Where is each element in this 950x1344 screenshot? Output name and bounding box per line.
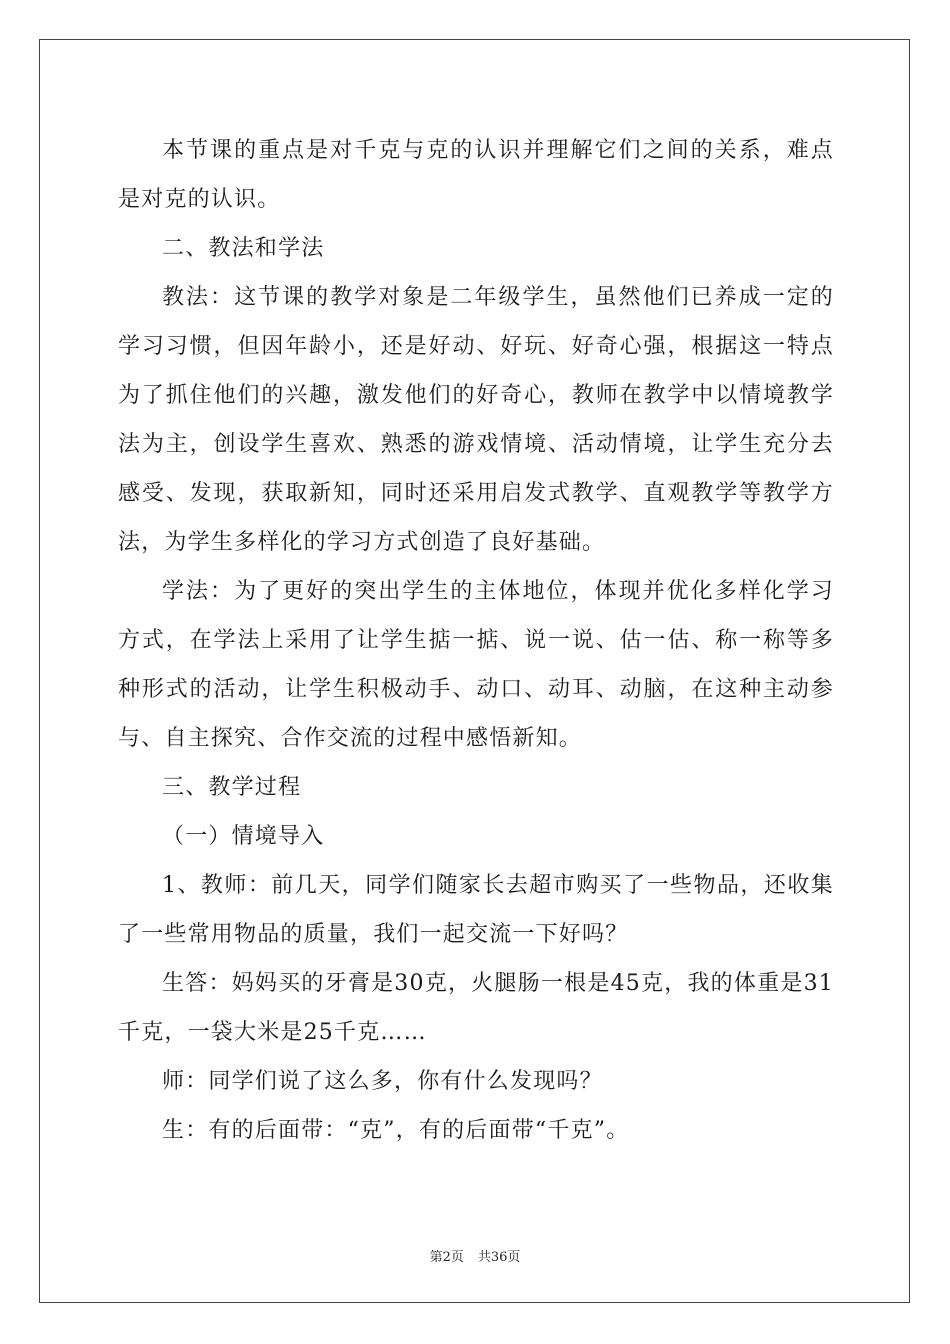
page-footer [0, 1246, 950, 1265]
paragraph-key-points: 本节课的重点是对千克与克的认识并理解它们之间的关系，难点是对克的认识。 [118, 138, 834, 212]
page-number: 第2页 [429, 1250, 464, 1265]
paragraph-student-answer: 生答：妈妈买的牙膏是30克，火腿肠一根是45克，我的体重是31千克，一袋大米是25千克…… [118, 971, 834, 1045]
paragraph-teacher-followup: 师：同学们说了这么多，你有什么发现吗？ [162, 1069, 603, 1094]
paragraph-student-discovery: 生：有的后面带：“克”，有的后面带“千克”。 [162, 1118, 630, 1143]
paragraph-teacher-question: 1、教师：前几天，同学们随家长去超市购买了一些物品，还收集了一些常用物品的质量，我们一起交流一下好吗？ [118, 873, 834, 947]
page-total: 共36页 [477, 1250, 521, 1265]
heading-teaching-process: 三、教学过程 [162, 775, 302, 800]
document-body [118, 126, 834, 1155]
paragraph-learning-method: 学法：为了更好的突出学生的主体地位，体现并优化多样化学习方式，在学法上采用了让学生掂一掂、说一说、估一估、称一称等多种形式的活动，让学生积极动手、动口、动耳、动脑，在这种主动参与、自主探究、合作交流的过程中感悟新知。 [118, 579, 834, 751]
heading-teaching-methods: 二、教法和学法 [162, 236, 325, 261]
subheading-situation-intro: （一）情境导入 [162, 824, 325, 849]
paragraph-teaching-method: 教法：这节课的教学对象是二年级学生，虽然他们已养成一定的学习习惯，但因年龄小，还是好动、好玩、好奇心强，根据这一特点为了抓住他们的兴趣，激发他们的好奇心，教师在教学中以情境教学法为主，创设学生喜欢、熟悉的游戏情境、活动情境，让学生充分去感受、发现，获取新知，同时还采用启发式教学、直观教学等教学方法，为学生多样化的学习方式创造了良好基础。 [118, 285, 834, 555]
